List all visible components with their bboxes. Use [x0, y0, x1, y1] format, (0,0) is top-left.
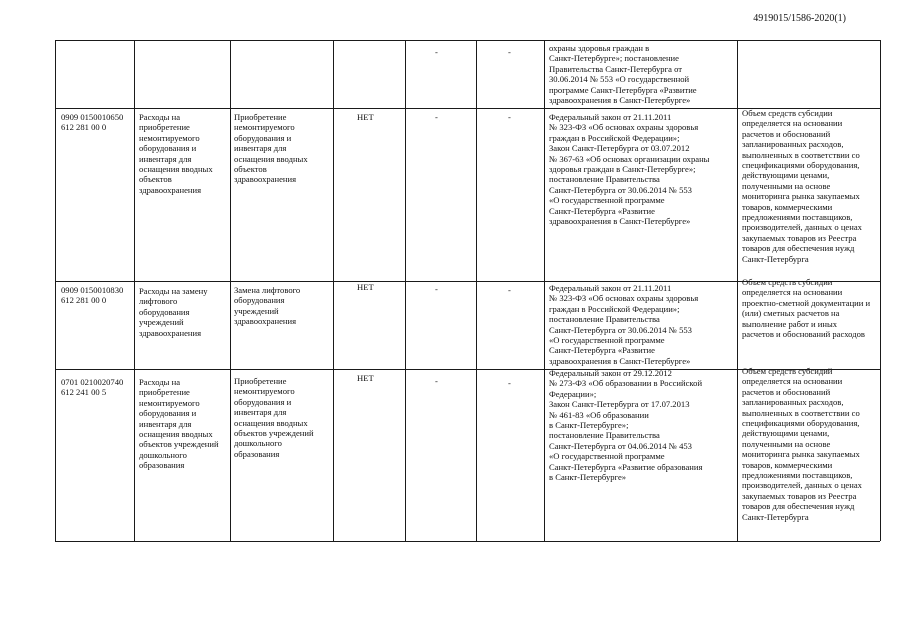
column-divider — [55, 40, 56, 541]
table-cell-direction: Приобретение немонтируемого оборудования и инвентаря для оснащения вводных объектов учреждений дошкольного образования — [234, 376, 314, 459]
table-cell-note: Объем средств субсидий определяется на основании расчетов и обоснований запланированных расходов, выполненных в соответствии со спецификациями оборудования, действующими ценами, полученными на основе мониторинга рынка закупаемых товаров, коммерческими предложениями поставщиков, производителей, данных о ценах закупаемых товаров из Реестра товаров для обеспечения нужд Санкт-Петербурга — [742, 366, 862, 522]
table-cell-note: Объем средств субсидии определяется на основании расчетов и обоснований запланированных расходов, выполненных в соответствии со спецификациями оборудования, действующими ценами, полученными на основе мониторинга рынка закупаемых товаров, коммерческими предложениями поставщиков, производителей, данных о ценах закупаемых товаров из Реестра товаров для обеспечения нужд Санкт-Петербурга — [742, 108, 862, 264]
table-cell-direction: Приобретение немонтируемого оборудования и инвентаря для оснащения вводных объектов здравоохранения — [234, 112, 308, 185]
table-cell-legal-basis: охраны здоровья граждан в Санкт-Петербурге»; постановление Правительства Санкт-Петербурга от 30.06.2014 № 553 «О государственной программе Санкт-Петербурга «Развитие здравоохранения в Санкт-Петербурге» — [549, 43, 697, 106]
column-divider — [476, 40, 477, 541]
table-cell-legal-basis: Федеральный закон от 21.11.2011 № 323-ФЗ «Об основах охраны здоровья граждан в Российской Федерации»; постановление Правительства Санкт-Петербурга от 30.06.2014 № 553 «О государственной программе Санкт-Петербурга «Развитие здравоохранения в Санкт-Петербурге» — [549, 283, 699, 366]
table-border-top — [55, 40, 880, 41]
table-cell-dash: - — [435, 284, 438, 294]
table-cell-legal-basis: Федеральный закон от 29.12.2012 № 273-ФЗ «Об образовании в Российской Федерации»; Закон Санкт-Петербурга от 17.07.2013 № 461-83 «Об образовании в Санкт-Петербурге»; постановление Правительства Санкт-Петербурга от 04.06.2014 № 453 «О государственной программе Санкт-Петербурга «Развитие образования в Санкт-Петербурге» — [549, 368, 703, 483]
table-cell-dash: - — [435, 376, 438, 386]
column-divider — [737, 40, 738, 541]
column-divider — [544, 40, 545, 541]
table-cell-expense-name: Расходы на приобретение немонтируемого оборудования и инвентаря для оснащения вводных объектов здравоохранения — [139, 112, 213, 195]
table-cell-dash: - — [435, 112, 438, 122]
table-border-bottom — [55, 541, 880, 542]
table-cell-dash: - — [508, 285, 511, 295]
table-cell-budget-code: 0909 0150010830 612 281 00 0 — [61, 285, 124, 306]
column-divider — [230, 40, 231, 541]
table-cell-dash: - — [435, 47, 438, 57]
table-cell-dash: - — [508, 112, 511, 122]
column-divider — [134, 40, 135, 541]
table-cell-flag: НЕТ — [357, 373, 374, 383]
table-cell-direction: Замена лифтового оборудования учреждений здравоохранения — [234, 285, 301, 327]
table-cell-budget-code: 0909 0150010650 612 281 00 0 — [61, 112, 124, 133]
table-cell-budget-code: 0701 0210020740 612 241 00 5 — [61, 377, 124, 398]
document-number: 4919015/1586-2020(1) — [753, 13, 846, 24]
table-cell-expense-name: Расходы на замену лифтового оборудования учреждений здравоохранения — [139, 286, 208, 338]
table-cell-legal-basis: Федеральный закон от 21.11.2011 № 323-ФЗ «Об основах охраны здоровья граждан в Российской Федерации»; Закон Санкт-Петербурга от 03.07.2012 № 367-63 «Об основах организации охраны здоровья граждан в Санкт-Петербурге»; постановление Правительства Санкт-Петербурга от 30.06.2014 № 553 «О государственной программе Санкт-Петербурга «Развитие здравоохранения в Санкт-Петербурге» — [549, 112, 710, 227]
table-cell-dash: - — [508, 47, 511, 57]
table-cell-dash: - — [508, 378, 511, 388]
column-divider — [333, 40, 334, 541]
table-cell-note: Объем средств субсидии определяется на основании проектно-сметной документации и (или) сметных расчетов на выполнение работ и иных расчетов и обоснований расходов — [742, 277, 871, 340]
table-cell-flag: НЕТ — [357, 282, 374, 292]
table-cell-flag: НЕТ — [357, 112, 374, 122]
table-cell-expense-name: Расходы на приобретение немонтируемого оборудования и инвентаря для оснащения вводных объектов учреждений дошкольного образования — [139, 377, 219, 471]
column-divider — [405, 40, 406, 541]
